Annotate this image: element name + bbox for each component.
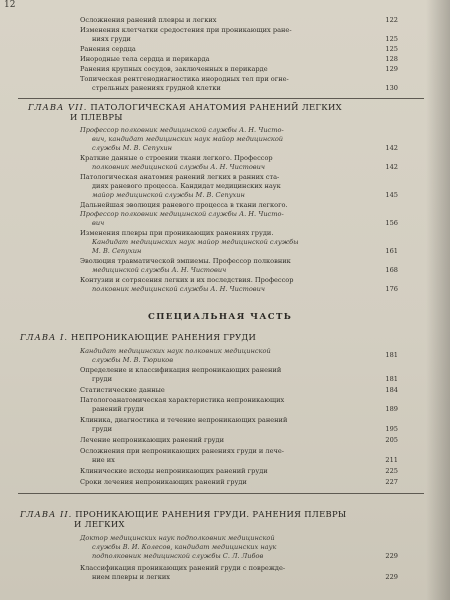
toc-entry-line: службы В. И. Колесов, кандидат медицинских наук (92, 543, 277, 551)
toc-page-ref: 181 (385, 375, 398, 383)
toc-page-ref: 181 (385, 351, 398, 359)
toc-entry-line: Осложнения при непроникающих ранениях груди и лече- (80, 447, 284, 455)
divider (18, 98, 424, 99)
chapter-heading (20, 333, 256, 341)
toc-page-ref: 229 (385, 552, 398, 560)
toc-entry-line: Осложнения ранений плевры и легких (80, 16, 217, 24)
toc-entry-line: полковник медицинской службы А. Н. Чистович (92, 163, 265, 171)
toc-entry-line: Ранения сердца (80, 45, 136, 53)
chapter-title: НЕПРОНИКАЮЩИЕ РАНЕНИЯ ГРУДИ (70, 332, 257, 342)
toc-entry-line: Контузии и сотрясения легких и их последствия. Профессор (80, 276, 294, 284)
toc-page-ref: 122 (385, 16, 398, 24)
toc-entry-line: подполковник медицинской службы С. Л. Либов (92, 552, 264, 560)
toc-entry-line: Краткие данные о строении ткани легкого. Профессор (80, 154, 273, 162)
page-number: 12 (4, 0, 16, 10)
toc-page-ref: 156 (385, 219, 398, 227)
toc-page-ref: 176 (385, 285, 398, 293)
toc-entry-line: Дальнейшая эволюция раневого процесса в ткани легкого. (80, 201, 288, 209)
divider (18, 493, 424, 494)
toc-entry-line: Профессор полковник медицинской службы А. Н. Чисто- (80, 210, 284, 218)
section-heading: СПЕЦИАЛЬНАЯ ЧАСТЬ (148, 312, 293, 322)
toc-page-ref: 129 (385, 65, 398, 73)
toc-entry-line: Эволюция травматической эмпиемы. Профессор полковник (80, 257, 291, 265)
toc-entry-line: Кандидат медицинских наук полковник медицинской (80, 347, 271, 355)
toc-entry-line: ниях груди (92, 35, 131, 43)
toc-entry-line: Доктор медицинских наук подполковник медицинской (80, 534, 275, 542)
toc-entry-line: Топическая рентгенодиагностика инородных тел при огне- (80, 75, 289, 83)
chapter-heading (28, 103, 342, 111)
toc-entry-line: Клиника, диагностика и течение непроникающих ранений (80, 416, 288, 424)
toc-page-ref: 125 (385, 35, 398, 43)
toc-entry-line: майор медицинской службы М. В. Сепухин (92, 191, 245, 199)
toc-entry-line: Статистические данные (80, 386, 165, 394)
toc-entry-line: стрельных ранениях грудной клетки (92, 84, 221, 92)
chapter-title: ПАТОЛОГИЧЕСКАЯ АНАТОМИЯ РАНЕНИЙ ЛЕГКИХ (90, 102, 342, 112)
chapter-heading (20, 510, 346, 518)
toc-entry-line: службы М. В. Тюриков (92, 356, 174, 364)
toc-entry-line: Кандидат медицинских наук майор медицинской службы (92, 238, 299, 246)
toc-page-ref: 205 (385, 436, 398, 444)
chapter-label: ГЛАВА VII. (28, 102, 88, 112)
toc-page-ref: 145 (385, 191, 398, 199)
toc-page-ref: 227 (385, 478, 398, 486)
toc-page-ref: 142 (385, 144, 398, 152)
toc-entry-line: диях раневого процесса. Кандидат медицинских наук (92, 182, 281, 190)
toc-entry-line: Патологоанатомическая характеристика непроникающих (80, 396, 285, 404)
toc-page-ref: 142 (385, 163, 398, 171)
toc-page-ref: 229 (385, 573, 398, 581)
toc-entry-line: ранений груди (92, 405, 144, 413)
toc-page-ref: 128 (385, 55, 398, 63)
toc-entry-line: Патологическая анатомия ранений легких в ранних ста- (80, 173, 280, 181)
toc-entry-line: Клинические исходы непроникающих ранений груди (80, 467, 268, 475)
toc-entry-line: груди (92, 425, 113, 433)
toc-page-ref: 225 (385, 467, 398, 475)
toc-entry-line: Инородные тела сердца и перикарда (80, 55, 210, 63)
toc-entry-line: ние их (92, 456, 115, 464)
page-edge-shadow (426, 0, 450, 600)
toc-entry-line: медицинской службы А. Н. Чистович (92, 266, 227, 274)
toc-entry-line: Определение и классификация непроникающих ранений (80, 366, 282, 374)
toc-entry-line: Лечение непроникающих ранений груди (80, 436, 224, 444)
toc-page-ref: 161 (385, 247, 398, 255)
toc-page-ref: 195 (385, 425, 398, 433)
toc-entry-line: Изменения клетчатки средостения при проникающих ране- (80, 26, 292, 34)
toc-entry-line: Изменения плевры при проникающих ранениях груди. (80, 229, 274, 237)
toc-entry-line: службы М. В. Сепухин (92, 144, 173, 152)
toc-entry-line: Классификация проникающих ранений груди с поврежде- (80, 564, 286, 572)
toc-entry-line: Ранения крупных сосудов, заключенных в перикарде (80, 65, 268, 73)
toc-entry-line: вич (92, 219, 105, 227)
chapter-label: ГЛАВА I. (20, 332, 69, 342)
toc-page-ref: 130 (385, 84, 398, 92)
toc-entry-line: Профессор полковник медицинской службы А. Н. Чисто- (80, 126, 284, 134)
toc-entry-line: груди (92, 375, 113, 383)
toc-entry-line: М. В. Сепухин (92, 247, 142, 255)
toc-page-ref: 184 (385, 386, 398, 394)
toc-entry-line: нием плевры и легких (92, 573, 170, 581)
toc-page-ref: 189 (385, 405, 398, 413)
toc-page-ref: 211 (385, 456, 398, 464)
chapter-title-cont: И ПЛЕВРЫ (70, 112, 123, 122)
toc-page-ref: 168 (385, 266, 398, 274)
toc-entry-line: Сроки лечения непроникающих ранений груди (80, 478, 247, 486)
chapter-label: ГЛАВА II. (20, 509, 73, 519)
toc-entry-line: вич, кандидат медицинских наук майор медицинской (92, 135, 284, 143)
chapter-title-cont: И ЛЕГКИХ (74, 519, 125, 529)
toc-entry-line: полковник медицинской службы А. Н. Чистович (92, 285, 265, 293)
toc-page-ref: 125 (385, 45, 398, 53)
chapter-title: ПРОНИКАЮЩИЕ РАНЕНИЯ ГРУДИ. РАНЕНИЯ ПЛЕВРЫ (75, 509, 347, 519)
